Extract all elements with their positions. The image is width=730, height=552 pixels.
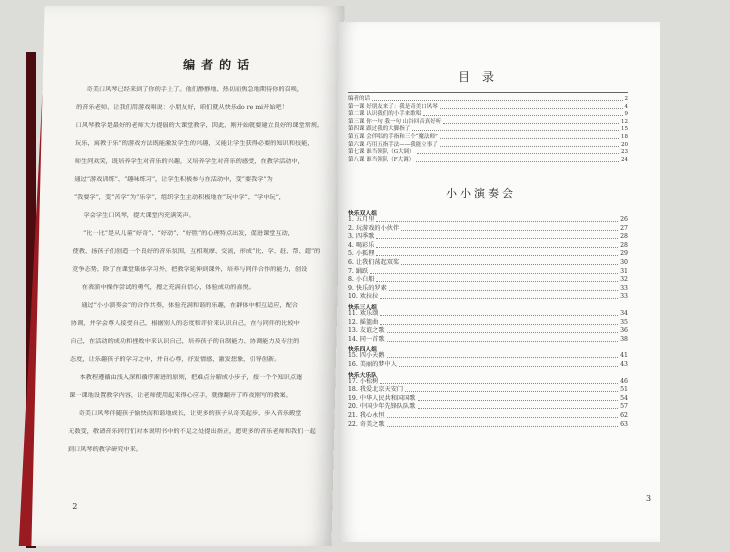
toc-entry-label: 第一课 好朋友来了：我是奇美口风琴 [348, 103, 438, 110]
song-entry [348, 216, 628, 224]
song-page: 54 [620, 394, 628, 402]
song-title: 9. 快乐的罗素 [348, 284, 387, 292]
song-page: 38 [620, 335, 628, 343]
song-entry [348, 319, 628, 327]
toc-leader [423, 111, 622, 116]
song-page: 27 [620, 224, 628, 232]
toc-divider [348, 92, 628, 93]
song-entry [348, 378, 628, 386]
song-entry [348, 336, 628, 344]
song-title: 21. 我心永恒 [348, 412, 385, 419]
preface-line: 态度，让乐趣孩子的学习之中，并自心尊，抒发情感，激发想象，引导创新。 [69, 356, 281, 363]
song-title: 13. 友谊之歌 [348, 327, 385, 335]
song-title: 22. 奇美之歌 [348, 420, 385, 428]
song-entry [348, 225, 628, 233]
song-page: 35 [620, 318, 628, 326]
page-number-left: 2 [72, 502, 78, 511]
toc-entry [348, 119, 628, 126]
song-entry [348, 268, 628, 276]
song-entry [348, 403, 628, 411]
song-leader [387, 412, 619, 418]
toc-entry-page: 18 [621, 134, 628, 140]
song-leader [380, 378, 618, 384]
song-title: 3. 四季歌 [348, 233, 375, 241]
song-title: 12. 摇篮曲 [348, 318, 379, 326]
toc-entry [348, 149, 628, 156]
toc-entry-label: 第八课 谁当领队（F大调） [348, 156, 415, 163]
song-title: 15. 四小天鹅 [348, 352, 385, 360]
song-entry [348, 310, 628, 318]
song-page: 33 [620, 293, 628, 301]
toc-entry [348, 157, 628, 164]
toc-entry-page: 9 [624, 111, 628, 118]
song-leader [387, 421, 619, 427]
song-leader [405, 386, 618, 392]
song-title: 11. 欢乐颂 [348, 310, 379, 317]
song-page: 30 [620, 259, 628, 266]
song-title: 7. 踊跃 [348, 267, 369, 275]
song-title: 6. 让我们荡起双桨 [348, 259, 400, 266]
song-page: 33 [620, 284, 628, 292]
song-entry [348, 361, 628, 369]
song-page: 32 [620, 276, 628, 284]
preface-line: 师生同欢笑，既培养学生对音乐的兴趣，又培养学生对音乐的感受，在教学活动中， [74, 158, 304, 165]
song-entry [348, 285, 628, 293]
song-title: 20. 中国少年先锋队队歌 [348, 403, 416, 411]
toc-entry [348, 126, 628, 133]
song-entry [348, 276, 628, 284]
toc-leader [440, 104, 623, 109]
preface-line: 奇美口风琴已经来到了你的手上了。他们静静地、热切而焦急地期待你的召唤， [86, 86, 304, 93]
page-title: 编者的话 [182, 58, 256, 72]
preface-line: 课一课地设置教学内容，让老师使用起来得心应手，就像翻开了昨夜刚写的教案。 [68, 392, 292, 399]
song-page: 28 [620, 241, 628, 249]
preface-line: 在表演中操作尝试的勇气，搜之充满自信心，体验成功的喜悦。 [81, 284, 256, 291]
preface-line: “比一比”是从儿童“好奇”、“好动”、“好胜”的心理特点出发，促进课堂互动， [82, 230, 295, 237]
song-leader [387, 352, 619, 358]
toc-entry-label: 第七课 谁当领队（G大调） [348, 149, 415, 156]
song-entry [348, 352, 628, 360]
toc-entry-page: 15 [621, 126, 628, 133]
song-page: 62 [620, 412, 628, 419]
toc-entry [348, 134, 628, 141]
song-page: 41 [620, 352, 628, 360]
right-page [338, 22, 660, 542]
preface-line: 通过“游戏训练”、“趣味练习”，让学生积极参与在活动中，变“要我学”为 [74, 176, 273, 183]
song-entry [348, 421, 628, 429]
song-leader [380, 293, 618, 299]
song-leader [376, 233, 618, 239]
song-leader [418, 395, 619, 401]
preface-line: 协调，并学会尊人接受自己，根据别人的态度和评价来认识自己，在与同伴的比较中 [70, 320, 300, 327]
song-leader [370, 268, 618, 274]
song-page: 36 [620, 327, 628, 335]
song-page: 28 [620, 233, 628, 241]
song-entry [348, 386, 628, 394]
song-leader [376, 250, 618, 256]
group-heading: 快乐四人组 [348, 347, 377, 354]
song-entry [348, 250, 628, 258]
song-page: 31 [620, 267, 628, 275]
song-entry [348, 293, 628, 301]
toc-leader [440, 142, 619, 147]
song-page: 51 [620, 386, 628, 394]
song-leader [418, 403, 619, 409]
toc-entry-label: 编者的话 [348, 96, 371, 102]
preface-line: 到口风琴的教学研究中来。 [67, 446, 143, 453]
toc-entry-label: 第六课 巧用五指手法——我能立事了 [348, 141, 438, 148]
preface-line: “我要学”，变“苦学”为“乐学”，组织学生主动积极地在“玩中学”、“学中玩”， [73, 194, 286, 201]
song-entry [348, 412, 628, 420]
group-heading: 快乐大乐队 [348, 372, 377, 379]
song-leader [387, 327, 619, 333]
toc-leader [372, 96, 622, 101]
preface-line: 本教程遵循由浅入深和循序渐进的原则，把难点分解成小步子，按一个个知识点逐 [79, 374, 303, 381]
song-leader [380, 319, 618, 325]
song-leader [376, 242, 618, 248]
preface-line: 玩乐，寓教于乐”的游戏方法既能激发学生的兴趣，又能让学生获得必要的知识和技能， [75, 140, 314, 147]
song-leader [387, 336, 619, 342]
song-leader [401, 225, 618, 231]
song-title: 10. 欢拉拉 [348, 293, 379, 301]
page-number-right: 3 [646, 494, 652, 503]
song-page: 29 [620, 250, 628, 258]
toc-entry-page: 24 [621, 156, 628, 163]
toc-leader [440, 134, 619, 139]
preface-line: 通过“小小演奏会”的合作共奏，体验充满和谐的乐趣，在群体中相互适应，配合 [81, 302, 299, 309]
toc-entry [348, 96, 628, 103]
group-heading: 快乐双人组 [348, 211, 377, 217]
preface-line: 学会学生口风琴，提大课堂内充满笑声。 [83, 212, 195, 219]
preface-line: 使教、扬孩子们创造一个良好的音乐氛围，互相观摩、交流，形成“比、学、赶、帮、超”的 [72, 248, 321, 255]
toc-entry-label: 第五课 会伴唱的手指和三个“魔法师” [348, 134, 438, 140]
preface-line: 自己，在活动的成功和挫败中来认识自己，培养孩子的自制能力、协调能力及专注的 [70, 338, 300, 345]
toc-entry-page: 12 [621, 118, 628, 125]
song-title: 19. 中华人民共和国国歌 [348, 394, 416, 402]
toc-entry-page: 20 [621, 141, 628, 148]
toc-leader [443, 119, 619, 124]
song-leader [380, 310, 618, 316]
song-title: 18. 我爱北京天安门 [348, 386, 404, 394]
song-title: 14. 同一首歌 [348, 335, 385, 343]
song-title: 17. 小松树 [348, 377, 379, 385]
left-page [31, 6, 344, 546]
toc-entry [348, 104, 628, 111]
song-leader [399, 361, 618, 367]
song-page: 46 [620, 377, 628, 385]
song-title: 1. 五月里 [348, 216, 375, 223]
song-entry [348, 327, 628, 335]
toc-title: 目录 [458, 70, 507, 84]
song-title: 2. 玩游戏的小伙伴 [348, 224, 400, 232]
song-title: 8. 小白船 [348, 276, 375, 284]
song-title: 5. 小狐狸 [348, 250, 375, 258]
toc-leader [416, 157, 619, 162]
song-leader [376, 276, 618, 282]
preface-line: 口风琴教学是最好的老师大力提倡的大课堂教学，因此，刚开始就要建立良好的课堂常规。 [75, 122, 324, 129]
section-title: 小小演奏会 [446, 187, 516, 200]
song-title: 16. 美丽的梦中人 [348, 361, 397, 368]
toc-leader [417, 149, 619, 154]
song-entry [348, 233, 628, 241]
preface-line: 奇美口风琴伴随孩子愉快而和谐地成长，让更多的孩子从奇美起步，步入音乐殿堂 [78, 410, 302, 417]
song-page: 63 [620, 420, 628, 428]
preface-line: 竞争态势，除了在课堂集体学习外，把教学延伸到课外，培养与同伴合作的能力，创设 [72, 266, 308, 273]
toc-entry [348, 142, 628, 149]
song-entry [348, 395, 628, 403]
toc-entry-label: 第二课 认识我们的小手来歌唱 [348, 111, 422, 118]
song-leader [401, 259, 618, 265]
song-page: 57 [620, 403, 628, 411]
song-page: 26 [620, 216, 628, 223]
toc-entry-page: 4 [624, 103, 628, 110]
preface-line: 的音乐老师、让我们用游戏唱说：小朋友好，咱们就从快乐do re mi开始吧！ [76, 104, 288, 111]
toc-entry-page: 23 [621, 149, 628, 156]
toc-entry-label: 第三课 你一句 我一句 山谷回音真好听 [348, 118, 442, 125]
song-leader [389, 285, 618, 291]
song-page: 43 [620, 361, 628, 368]
toc-entry [348, 111, 628, 118]
group-heading: 快乐三人组 [348, 305, 377, 311]
song-entry [348, 242, 628, 250]
toc-leader [412, 126, 619, 131]
song-title: 4. 喝彩乐 [348, 241, 375, 249]
song-leader [376, 216, 618, 222]
toc-entry-label: 第四课 跟过我的大脚指了 [348, 126, 411, 133]
toc-entry-page: 2 [624, 96, 628, 102]
preface-line: 无数变，敬请音乐同行们对本说明书中的不足之处提出指正，愿更多的音乐老师和我们一起 [68, 428, 316, 435]
song-entry [348, 259, 628, 267]
song-page: 34 [620, 310, 628, 317]
